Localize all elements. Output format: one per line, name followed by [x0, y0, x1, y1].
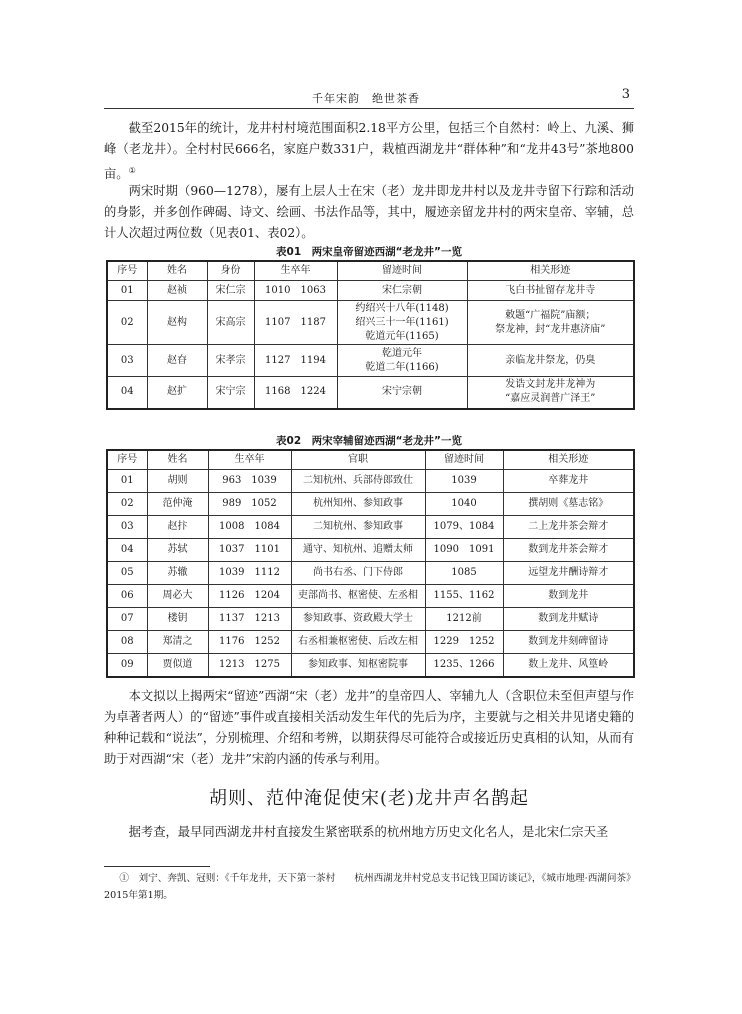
cell-no: 03 [107, 345, 147, 377]
cell-time-line: 乾道元年(1165) [365, 330, 439, 342]
paragraph-village-statistics [104, 118, 634, 185]
cell-no: 08 [107, 631, 147, 654]
cell-years: 1107 1187 [254, 301, 337, 345]
cell-years: 1137 1213 [208, 608, 291, 631]
cell-trace [467, 377, 634, 409]
cell-name: 苏轼 [147, 539, 208, 562]
cell-years: 1037 1101 [208, 539, 291, 562]
table-row [107, 631, 634, 654]
table-row [107, 281, 634, 301]
cell-years: 1127 1194 [254, 345, 337, 377]
table-row [107, 585, 634, 608]
cell-name: 赵祯 [147, 281, 207, 301]
table2-header-row [107, 450, 634, 470]
cell-no: 09 [107, 654, 147, 677]
table1-header-cell: 身份 [207, 261, 254, 281]
table1-header-cell: 留迹时间 [337, 261, 467, 281]
footnote-rule [104, 866, 210, 867]
cell-years: 1213 1275 [208, 654, 291, 677]
footnote: ① 刘宁、奔凯、冠则：《千年龙井，天下第一茶村 杭州西湖龙井村党总支书记钱卫国访谈记》，《城市地理·西湖问茶》2015年第1期。 [104, 873, 631, 901]
table2-caption: 表02 两宋宰辅留迹西湖“老龙井”一览 [276, 435, 462, 447]
section-heading: 胡则、范仲淹促使宋(老)龙井声名鹊起 [208, 788, 530, 809]
table-row [107, 301, 634, 345]
cell-years: 1010 1063 [254, 281, 337, 301]
cell-time-line: 绍兴三十一年(1161) [355, 316, 449, 328]
table1-caption: 表01 两宋皇帝留迹西湖“老龙井”一览 [276, 246, 462, 258]
cell-no: 05 [107, 562, 147, 585]
paragraph-song-visitors: 两宋时期（960—1278），屡有上层人士在宋（老）龙井即龙井村以及龙井寺留下行踪和活动的身影，并多创作碑碣、诗文、绘画、书法作品等，其中，履迹亲留龙井村的两宋皇帝、宰辅，总计人次超过两位数（见表01、表02）。 [104, 184, 634, 240]
cell-trace: 数到龙井赋诗 [503, 608, 634, 631]
cell-no: 06 [107, 585, 147, 608]
cell-no: 02 [107, 301, 147, 345]
cell-name: 胡则 [147, 470, 208, 493]
cell-time: 1235、1266 [425, 654, 503, 677]
table2-header-cell: 生卒年 [208, 450, 291, 470]
cell-no: 04 [107, 377, 147, 409]
paragraph-intro: 据考查，最早同西湖龙井村直接发生紧密联系的杭州地方历史文化名人，是北宋仁宗天圣 [128, 825, 609, 839]
cell-time [337, 301, 467, 345]
cell-trace: 卒葬龙井 [503, 470, 634, 493]
table-row [107, 345, 634, 377]
cell-time-line: 约绍兴十八年(1148) [355, 302, 449, 314]
cell-time: 1040 [425, 493, 503, 516]
cell-time: 1212前 [425, 608, 503, 631]
cell-trace: 亲临龙井祭龙，仍臭 [467, 345, 634, 377]
cell-name: 郑清之 [147, 631, 208, 654]
cell-name: 苏辙 [147, 562, 208, 585]
cell-name: 楼钥 [147, 608, 208, 631]
table2-header-cell: 留迹时间 [425, 450, 503, 470]
table-row [107, 608, 634, 631]
cell-years: 1176 1252 [208, 631, 291, 654]
cell-role: 宋孝宗 [207, 345, 254, 377]
cell-office: 通守、知杭州、追赠太师 [291, 539, 425, 562]
table-row [107, 470, 634, 493]
cell-name: 周必大 [147, 585, 208, 608]
cell-no: 01 [107, 281, 147, 301]
cell-name: 范仲淹 [147, 493, 208, 516]
cell-trace: 数上龙井、风篁岭 [503, 654, 634, 677]
table-row [107, 562, 634, 585]
running-header [104, 88, 634, 106]
cell-years: 963 1039 [208, 470, 291, 493]
footnote-marker: ① [128, 166, 136, 175]
cell-time: 宋仁宗朝 [337, 281, 467, 301]
cell-trace: 数到龙井茶会辩才 [503, 539, 634, 562]
cell-no: 04 [107, 539, 147, 562]
cell-time: 1079、1084 [425, 516, 503, 539]
running-title: 千年宋韵 绝世茶香 [312, 92, 420, 105]
cell-trace: 飞白书扯留存龙井寺 [467, 281, 634, 301]
cell-time: 1229 1252 [425, 631, 503, 654]
table1-header-row [107, 261, 634, 281]
table-row [107, 377, 634, 409]
cell-trace-line: 发诰文封龙井龙神为 [505, 379, 596, 391]
cell-office: 杭州知州、参知政事 [291, 493, 425, 516]
cell-time: 1085 [425, 562, 503, 585]
header-rule [104, 108, 634, 109]
table1-header-cell: 序号 [107, 261, 147, 281]
cell-no: 01 [107, 470, 147, 493]
cell-years: 1039 1112 [208, 562, 291, 585]
cell-no: 07 [107, 608, 147, 631]
cell-time: 1039 [425, 470, 503, 493]
cell-trace-line: 祭龙神，封“龙井惠济庙” [495, 323, 606, 335]
cell-role: 宋仁宗 [207, 281, 254, 301]
table2-header-cell: 相关形迹 [503, 450, 634, 470]
cell-time: 1090 1091 [425, 539, 503, 562]
cell-name: 赵扩 [147, 377, 207, 409]
table-emperors [106, 260, 635, 410]
table2-header-cell: 序号 [107, 450, 147, 470]
cell-role: 宋高宗 [207, 301, 254, 345]
cell-time: 宋宁宗朝 [337, 377, 467, 409]
cell-role: 宋宁宗 [207, 377, 254, 409]
table1-header-cell: 姓名 [147, 261, 207, 281]
paragraph-method: 本文拟以上揭两宋“留迹”西湖“宋（老）龙井”的皇帝四人、宰辅九人（含职位未至但声望与作为卓著者两人）的“留迹”事件或直接相关活动发生年代的先后为序，主要就与之相关井见诸史籍的种种记载和“说法”，分别梳理、介绍和考辨，以期获得尽可能符合或接近历史真相的认知，从而有助于对西湖“宋（老）龙井”宋韵内涵的传承与利用。 [104, 689, 634, 766]
table-chancellors [106, 449, 635, 678]
cell-name: 贾似道 [147, 654, 208, 677]
cell-time-line: 乾道二年(1166) [365, 361, 439, 373]
cell-trace-line: 敕题“广福院”庙额； [505, 309, 596, 321]
cell-office: 参知政事、资政殿大学士 [291, 608, 425, 631]
cell-office: 尚书右丞、门下侍郎 [291, 562, 425, 585]
cell-years: 1126 1204 [208, 585, 291, 608]
cell-no: 02 [107, 493, 147, 516]
cell-trace [467, 301, 634, 345]
paragraph-village-statistics-text: 截至2015年的统计，龙井村村境范围面积2.18平方公里，包括三个自然村：岭上、九溪、狮峰（老龙井）。全村村民666名，家庭户数331户，栽植西湖龙井“群体种”和“龙井43号”茶地800亩。 [104, 121, 634, 182]
table-row [107, 539, 634, 562]
table-row [107, 516, 634, 539]
cell-trace: 二上龙井茶会辩才 [503, 516, 634, 539]
cell-office: 二知杭州、参知政事 [291, 516, 425, 539]
cell-name: 赵昚 [147, 345, 207, 377]
table2-header-cell: 官职 [291, 450, 425, 470]
cell-trace: 数到龙井 [503, 585, 634, 608]
cell-time [337, 345, 467, 377]
cell-time-line: 乾道元年 [382, 347, 422, 359]
cell-years: 989 1052 [208, 493, 291, 516]
cell-trace: 数到龙井刻碑留诗 [503, 631, 634, 654]
page-number: 3 [621, 87, 630, 102]
table1-header-cell: 相关形迹 [467, 261, 634, 281]
cell-no: 03 [107, 516, 147, 539]
cell-years: 1008 1084 [208, 516, 291, 539]
table1-header-cell: 生卒年 [254, 261, 337, 281]
cell-office: 吏部尚书、枢密使、左丞相 [291, 585, 425, 608]
cell-office: 参知政事、知枢密院事 [291, 654, 425, 677]
cell-years: 1168 1224 [254, 377, 337, 409]
cell-name: 赵抃 [147, 516, 208, 539]
cell-trace: 远望龙井酬诗辩才 [503, 562, 634, 585]
cell-time: 1155、1162 [425, 585, 503, 608]
table-row [107, 493, 634, 516]
cell-office: 右丞相兼枢密使、后改左相 [291, 631, 425, 654]
cell-trace: 撰胡则《墓志铭》 [503, 493, 634, 516]
cell-trace-line: “嘉应灵润普广泽王” [505, 393, 596, 405]
table-row [107, 654, 634, 677]
cell-office: 二知杭州、兵部侍郎致仕 [291, 470, 425, 493]
cell-name: 赵构 [147, 301, 207, 345]
table2-header-cell: 姓名 [147, 450, 208, 470]
